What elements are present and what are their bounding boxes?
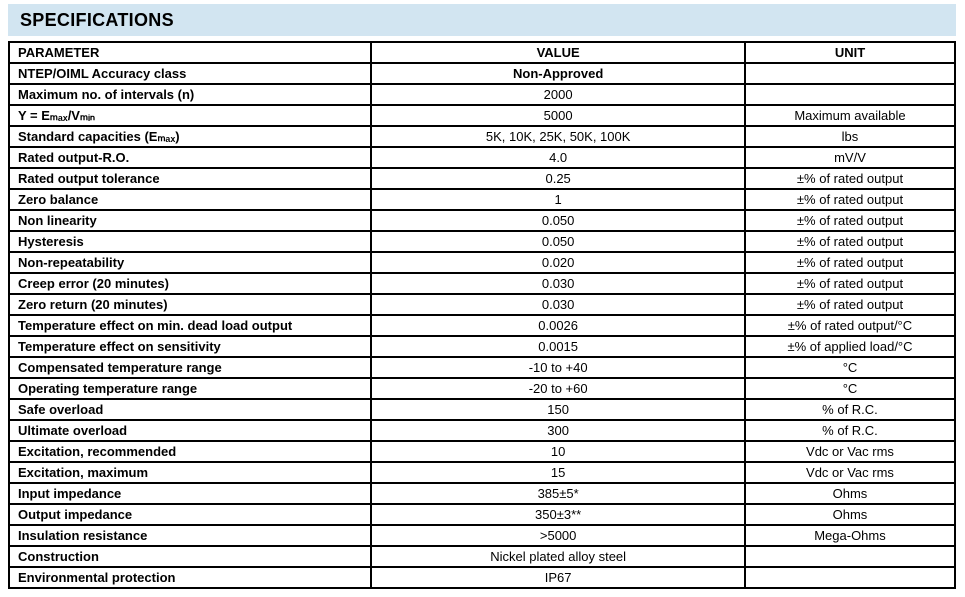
section-header-bar (8, 4, 956, 36)
parameter-cell: Rated output-R.O. (9, 147, 371, 168)
unit-cell: Maximum available (745, 105, 955, 126)
value-cell: 0.030 (371, 294, 745, 315)
value-cell: Non-Approved (371, 63, 745, 84)
spec-table-body (9, 63, 955, 588)
unit-cell: ±% of rated output (745, 210, 955, 231)
table-row (9, 504, 955, 525)
value-cell: 385±5* (371, 483, 745, 504)
table-row (9, 525, 955, 546)
table-row (9, 294, 955, 315)
parameter-cell: Insulation resistance (9, 525, 371, 546)
unit-cell: ±% of rated output/°C (745, 315, 955, 336)
parameter-cell: Excitation, maximum (9, 462, 371, 483)
unit-cell: % of R.C. (745, 399, 955, 420)
unit-cell: °C (745, 357, 955, 378)
parameter-cell: Standard capacities (Eₘₐₓ) (9, 126, 371, 147)
unit-cell: Ohms (745, 504, 955, 525)
value-cell: -10 to +40 (371, 357, 745, 378)
unit-cell (745, 546, 955, 567)
column-header-unit: UNIT (745, 42, 955, 63)
specifications-table (8, 41, 956, 589)
parameter-cell: Y = Eₘₐₓ/Vₘᵢₙ (9, 105, 371, 126)
parameter-cell: Non-repeatability (9, 252, 371, 273)
unit-cell: °C (745, 378, 955, 399)
parameter-cell: Hysteresis (9, 231, 371, 252)
value-cell: 0.030 (371, 273, 745, 294)
table-row (9, 252, 955, 273)
table-row (9, 546, 955, 567)
value-cell: 150 (371, 399, 745, 420)
value-cell: 0.050 (371, 231, 745, 252)
parameter-cell: Zero return (20 minutes) (9, 294, 371, 315)
parameter-cell: Zero balance (9, 189, 371, 210)
parameter-cell: Ultimate overload (9, 420, 371, 441)
value-cell: 15 (371, 462, 745, 483)
parameter-cell: Output impedance (9, 504, 371, 525)
table-row (9, 147, 955, 168)
parameter-cell: Operating temperature range (9, 378, 371, 399)
value-cell: 0.020 (371, 252, 745, 273)
value-cell: IP67 (371, 567, 745, 588)
unit-cell: ±% of rated output (745, 231, 955, 252)
table-row (9, 357, 955, 378)
table-row (9, 336, 955, 357)
parameter-cell: Rated output tolerance (9, 168, 371, 189)
parameter-cell: NTEP/OIML Accuracy class (9, 63, 371, 84)
column-header-value: VALUE (371, 42, 745, 63)
unit-cell: mV/V (745, 147, 955, 168)
table-row (9, 441, 955, 462)
unit-cell: ±% of rated output (745, 189, 955, 210)
column-header-parameter: PARAMETER (9, 42, 371, 63)
value-cell: 5000 (371, 105, 745, 126)
parameter-cell: Temperature effect on min. dead load output (9, 315, 371, 336)
value-cell: 4.0 (371, 147, 745, 168)
table-row (9, 126, 955, 147)
table-row (9, 63, 955, 84)
table-row (9, 462, 955, 483)
parameter-cell: Compensated temperature range (9, 357, 371, 378)
unit-cell: ±% of rated output (745, 294, 955, 315)
unit-cell (745, 567, 955, 588)
parameter-cell: Construction (9, 546, 371, 567)
unit-cell: ±% of rated output (745, 252, 955, 273)
table-row (9, 399, 955, 420)
parameter-cell: Excitation, recommended (9, 441, 371, 462)
value-cell: 0.0015 (371, 336, 745, 357)
table-row (9, 84, 955, 105)
parameter-cell: Input impedance (9, 483, 371, 504)
table-row (9, 168, 955, 189)
table-row (9, 483, 955, 504)
table-row (9, 273, 955, 294)
table-row (9, 567, 955, 588)
unit-cell: ±% of rated output (745, 273, 955, 294)
parameter-cell: Maximum no. of intervals (n) (9, 84, 371, 105)
value-cell: 5K, 10K, 25K, 50K, 100K (371, 126, 745, 147)
table-row (9, 420, 955, 441)
table-row (9, 231, 955, 252)
parameter-cell: Environmental protection (9, 567, 371, 588)
table-row (9, 105, 955, 126)
unit-cell: Vdc or Vac rms (745, 462, 955, 483)
parameter-cell: Creep error (20 minutes) (9, 273, 371, 294)
unit-cell (745, 84, 955, 105)
unit-cell (745, 63, 955, 84)
value-cell: 0.050 (371, 210, 745, 231)
parameter-cell: Temperature effect on sensitivity (9, 336, 371, 357)
value-cell: -20 to +60 (371, 378, 745, 399)
parameter-cell: Non linearity (9, 210, 371, 231)
unit-cell: Vdc or Vac rms (745, 441, 955, 462)
table-header-row (9, 42, 955, 63)
table-row (9, 315, 955, 336)
page-title: SPECIFICATIONS (20, 9, 174, 30)
unit-cell: lbs (745, 126, 955, 147)
value-cell: 300 (371, 420, 745, 441)
value-cell: Nickel plated alloy steel (371, 546, 745, 567)
unit-cell: ±% of applied load/°C (745, 336, 955, 357)
value-cell: 0.25 (371, 168, 745, 189)
value-cell: 0.0026 (371, 315, 745, 336)
unit-cell: ±% of rated output (745, 168, 955, 189)
value-cell: 1 (371, 189, 745, 210)
value-cell: 10 (371, 441, 745, 462)
value-cell: 2000 (371, 84, 745, 105)
table-row (9, 378, 955, 399)
value-cell: >5000 (371, 525, 745, 546)
parameter-cell: Safe overload (9, 399, 371, 420)
unit-cell: Mega-Ohms (745, 525, 955, 546)
table-row (9, 189, 955, 210)
unit-cell: Ohms (745, 483, 955, 504)
table-row (9, 210, 955, 231)
unit-cell: % of R.C. (745, 420, 955, 441)
value-cell: 350±3** (371, 504, 745, 525)
